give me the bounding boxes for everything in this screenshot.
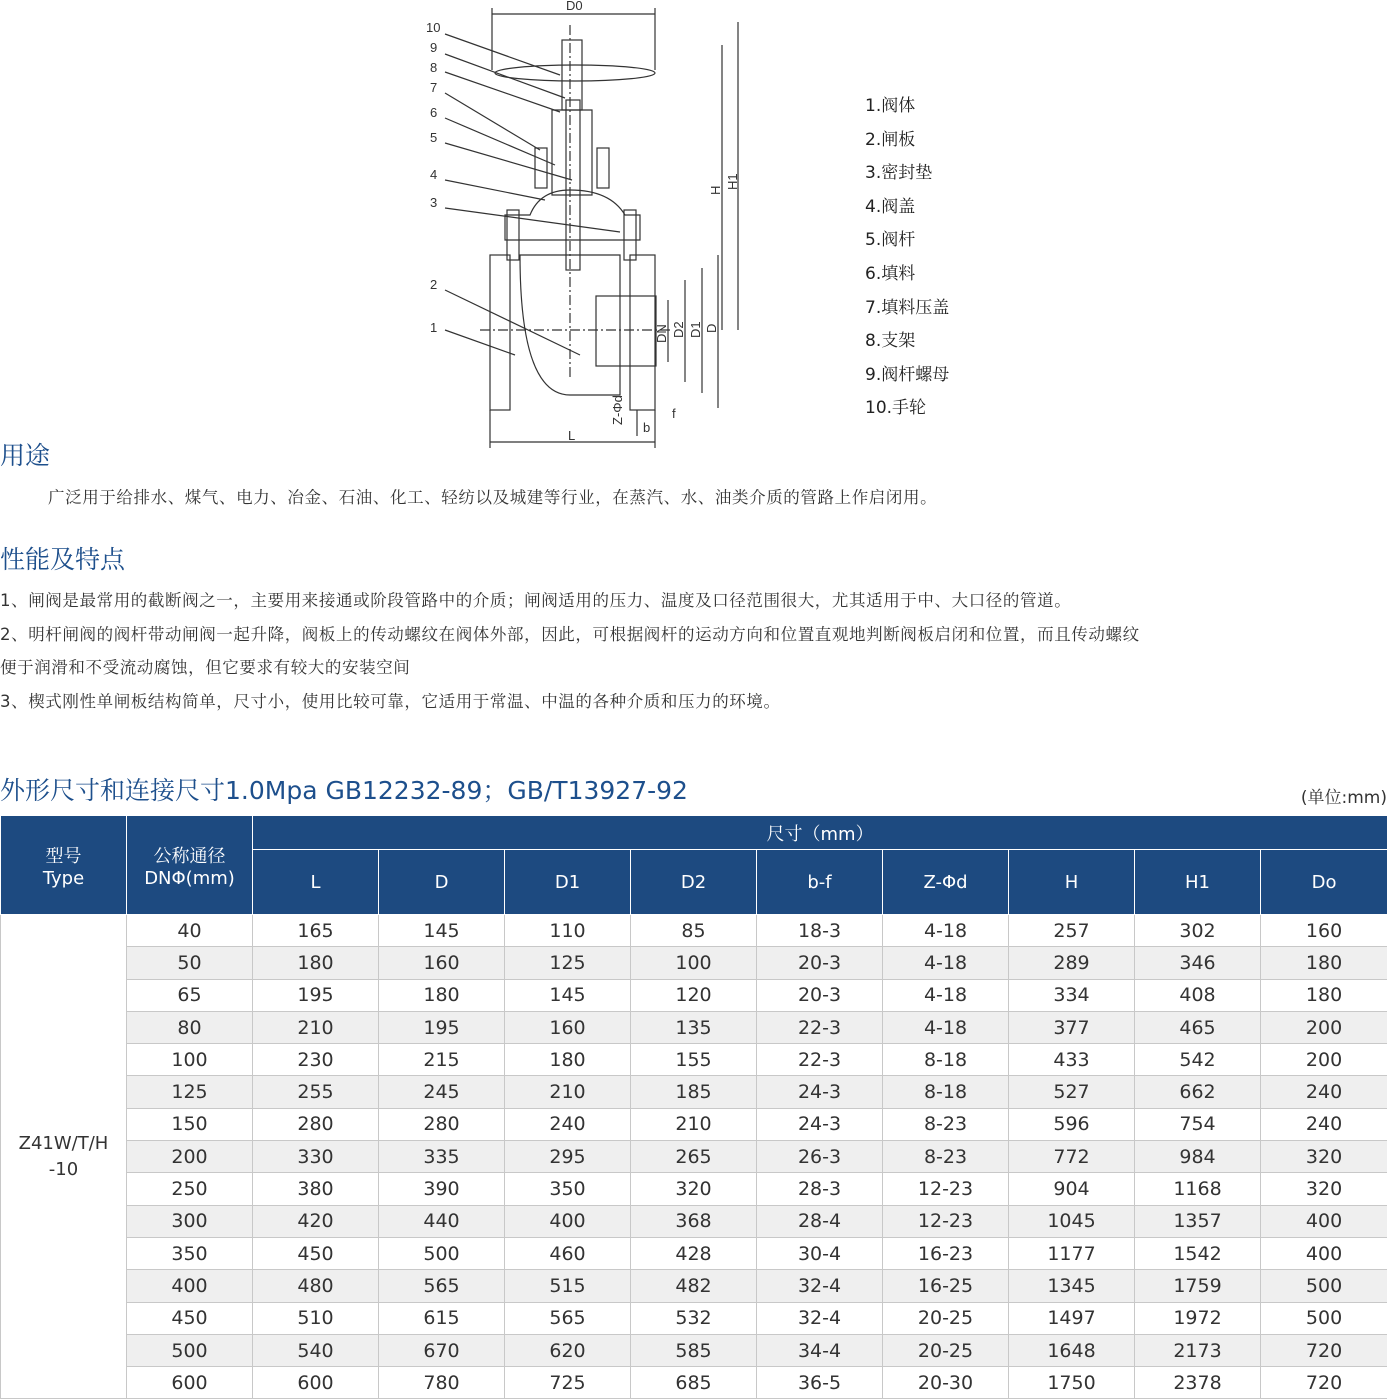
value-cell: 30-4	[757, 1237, 883, 1269]
leader-8	[445, 72, 560, 112]
value-cell: 725	[505, 1367, 631, 1399]
value-cell: 195	[253, 979, 379, 1011]
value-cell: 24-3	[757, 1076, 883, 1108]
value-cell: 120	[631, 979, 757, 1011]
dn-cell: 50	[127, 947, 253, 979]
value-cell: 289	[1009, 947, 1135, 979]
value-cell: 8-23	[883, 1108, 1009, 1140]
value-cell: 185	[631, 1076, 757, 1108]
dn-cell: 65	[127, 979, 253, 1011]
value-cell: 24-3	[757, 1108, 883, 1140]
part-item: 5.阀杆	[865, 226, 949, 260]
value-cell: 160	[505, 1011, 631, 1043]
value-cell: 772	[1009, 1141, 1135, 1173]
label-num-8: 8	[430, 60, 437, 75]
value-cell: 165	[253, 915, 379, 947]
value-cell: 195	[379, 1011, 505, 1043]
value-cell: 330	[253, 1141, 379, 1173]
value-cell: 200	[1261, 1044, 1387, 1076]
value-cell: 16-25	[883, 1270, 1009, 1302]
value-cell: 4-18	[883, 915, 1009, 947]
header-size: 尺寸（mm）	[253, 816, 1387, 850]
dim-label-b: b	[643, 420, 650, 435]
value-cell: 20-3	[757, 979, 883, 1011]
usage-title: 用途	[0, 436, 50, 472]
value-cell: 428	[631, 1237, 757, 1269]
value-cell: 596	[1009, 1108, 1135, 1140]
value-cell: 145	[379, 915, 505, 947]
value-cell: 1759	[1135, 1270, 1261, 1302]
value-cell: 540	[253, 1334, 379, 1366]
value-cell: 670	[379, 1334, 505, 1366]
leader-6	[445, 118, 555, 165]
value-cell: 302	[1135, 915, 1261, 947]
valve-drawing-svg	[420, 0, 740, 452]
leader-7	[445, 93, 540, 150]
value-cell: 255	[253, 1076, 379, 1108]
value-cell: 346	[1135, 947, 1261, 979]
part-item: 8.支架	[865, 327, 949, 361]
handwheel	[495, 65, 655, 81]
table-row	[1, 1237, 1387, 1269]
label-num-9: 9	[430, 40, 437, 55]
column-header: Z-Φd	[883, 850, 1009, 915]
table-row	[1, 1011, 1387, 1043]
table-row	[1, 1334, 1387, 1366]
value-cell: 22-3	[757, 1011, 883, 1043]
table-row	[1, 1141, 1387, 1173]
dn-cell: 40	[127, 915, 253, 947]
bonnet-bolt-right	[624, 210, 636, 260]
table-row	[1, 1108, 1387, 1140]
value-cell: 1972	[1135, 1302, 1261, 1334]
value-cell: 26-3	[757, 1141, 883, 1173]
value-cell: 460	[505, 1237, 631, 1269]
value-cell: 16-23	[883, 1237, 1009, 1269]
leader-3	[445, 208, 620, 232]
value-cell: 542	[1135, 1044, 1261, 1076]
value-cell: 904	[1009, 1173, 1135, 1205]
feature-line-3: 便于润滑和不受流动腐蚀，但它要求有较大的安装空间	[0, 654, 410, 678]
dim-label-d2: D2	[671, 321, 686, 338]
value-cell: 4-18	[883, 1011, 1009, 1043]
part-item: 1.阀体	[865, 92, 949, 126]
value-cell: 480	[253, 1270, 379, 1302]
dn-cell: 600	[127, 1367, 253, 1399]
value-cell: 1045	[1009, 1205, 1135, 1237]
stem	[566, 100, 580, 270]
dn-cell: 450	[127, 1302, 253, 1334]
part-item: 3.密封垫	[865, 159, 949, 193]
value-cell: 1750	[1009, 1367, 1135, 1399]
value-cell: 245	[379, 1076, 505, 1108]
value-cell: 4-18	[883, 979, 1009, 1011]
dim-label-d: D	[704, 324, 719, 333]
value-cell: 135	[631, 1011, 757, 1043]
type-cell: Z41W/T/H -10	[1, 915, 127, 1399]
value-cell: 685	[631, 1367, 757, 1399]
value-cell: 180	[379, 979, 505, 1011]
dim-label-dn: DN	[654, 324, 669, 343]
value-cell: 565	[505, 1302, 631, 1334]
dim-label-zd: Z-Φd	[610, 395, 625, 425]
value-cell: 440	[379, 1205, 505, 1237]
value-cell: 160	[1261, 915, 1387, 947]
dim-label-h1: H1	[725, 173, 740, 190]
value-cell: 32-4	[757, 1270, 883, 1302]
value-cell: 1177	[1009, 1237, 1135, 1269]
value-cell: 20-25	[883, 1334, 1009, 1366]
body-bore	[596, 296, 656, 366]
value-cell: 780	[379, 1367, 505, 1399]
column-header: H	[1009, 850, 1135, 915]
part-item: 7.填料压盖	[865, 294, 949, 328]
column-header: H1	[1135, 850, 1261, 915]
value-cell: 368	[631, 1205, 757, 1237]
features-title: 性能及特点	[0, 540, 125, 576]
header-dn: 公称通径 DNΦ(mm)	[127, 816, 253, 915]
value-cell: 390	[379, 1173, 505, 1205]
feature-line-2: 2、明杆闸阀的阀杆带动闸阀一起升降，阀板上的传动螺纹在阀体外部，因此，可根据阀杆的运动方向和位置直观地判断阀板启闭和位置，而且传动螺纹	[0, 621, 1140, 645]
value-cell: 28-3	[757, 1173, 883, 1205]
value-cell: 125	[505, 947, 631, 979]
right-flange	[630, 255, 655, 410]
label-num-6: 6	[430, 105, 437, 120]
value-cell: 620	[505, 1334, 631, 1366]
value-cell: 500	[1261, 1302, 1387, 1334]
table-unit: (单位:mm)	[1301, 783, 1387, 808]
value-cell: 4-18	[883, 947, 1009, 979]
value-cell: 110	[505, 915, 631, 947]
value-cell: 482	[631, 1270, 757, 1302]
label-num-3: 3	[430, 195, 437, 210]
dim-label-h: H	[708, 186, 723, 195]
valve-drawing	[420, 0, 740, 452]
value-cell: 85	[631, 915, 757, 947]
label-num-1: 1	[430, 320, 437, 335]
leader-4	[445, 180, 545, 200]
header-type: 型号 Type	[1, 816, 127, 915]
table-row	[1, 947, 1387, 979]
dim-label-d1: D1	[688, 321, 703, 338]
value-cell: 240	[1261, 1108, 1387, 1140]
value-cell: 8-23	[883, 1141, 1009, 1173]
value-cell: 28-4	[757, 1205, 883, 1237]
parts-legend	[865, 92, 949, 428]
value-cell: 662	[1135, 1076, 1261, 1108]
dim-label-f: f	[672, 406, 676, 421]
table-row	[1, 1302, 1387, 1334]
value-cell: 585	[631, 1334, 757, 1366]
value-cell: 510	[253, 1302, 379, 1334]
label-num-4: 4	[430, 167, 437, 182]
value-cell: 532	[631, 1302, 757, 1334]
value-cell: 1648	[1009, 1334, 1135, 1366]
value-cell: 240	[505, 1108, 631, 1140]
value-cell: 450	[253, 1237, 379, 1269]
value-cell: 527	[1009, 1076, 1135, 1108]
value-cell: 1345	[1009, 1270, 1135, 1302]
value-cell: 210	[631, 1108, 757, 1140]
value-cell: 1497	[1009, 1302, 1135, 1334]
value-cell: 350	[505, 1173, 631, 1205]
value-cell: 408	[1135, 979, 1261, 1011]
feature-line-4: 3、楔式刚性单闸板结构简单，尺寸小，使用比较可靠，它适用于常温、中温的各种介质和压力的环境。	[0, 688, 781, 712]
value-cell: 20-3	[757, 947, 883, 979]
value-cell: 515	[505, 1270, 631, 1302]
value-cell: 400	[1261, 1237, 1387, 1269]
value-cell: 1168	[1135, 1173, 1261, 1205]
column-header: Do	[1261, 850, 1387, 915]
value-cell: 1357	[1135, 1205, 1261, 1237]
value-cell: 22-3	[757, 1044, 883, 1076]
dimension-table	[0, 815, 1387, 1399]
dn-cell: 125	[127, 1076, 253, 1108]
value-cell: 34-4	[757, 1334, 883, 1366]
value-cell: 155	[631, 1044, 757, 1076]
column-header: D2	[631, 850, 757, 915]
table-row	[1, 1076, 1387, 1108]
value-cell: 720	[1261, 1367, 1387, 1399]
value-cell: 320	[1261, 1173, 1387, 1205]
label-num-5: 5	[430, 130, 437, 145]
dn-cell: 500	[127, 1334, 253, 1366]
value-cell: 335	[379, 1141, 505, 1173]
dn-cell: 150	[127, 1108, 253, 1140]
dim-label-l: L	[568, 428, 575, 443]
dn-cell: 350	[127, 1237, 253, 1269]
value-cell: 210	[505, 1076, 631, 1108]
value-cell: 20-30	[883, 1367, 1009, 1399]
table-row	[1, 1270, 1387, 1302]
part-item: 6.填料	[865, 260, 949, 294]
column-header: L	[253, 850, 379, 915]
value-cell: 295	[505, 1141, 631, 1173]
value-cell: 12-23	[883, 1205, 1009, 1237]
label-num-10: 10	[426, 20, 440, 35]
table-title: 外形尺寸和连接尺寸1.0Mpa GB12232-89；GB/T13927-92	[0, 771, 688, 807]
dim-label-d0: D0	[566, 0, 583, 13]
value-cell: 8-18	[883, 1044, 1009, 1076]
value-cell: 215	[379, 1044, 505, 1076]
value-cell: 380	[253, 1173, 379, 1205]
table-row	[1, 1367, 1387, 1399]
value-cell: 180	[253, 947, 379, 979]
value-cell: 210	[253, 1011, 379, 1043]
value-cell: 180	[1261, 947, 1387, 979]
value-cell: 2173	[1135, 1334, 1261, 1366]
table-row	[1, 915, 1387, 947]
leader-9	[445, 54, 565, 98]
value-cell: 100	[631, 947, 757, 979]
column-header: D	[379, 850, 505, 915]
value-cell: 180	[505, 1044, 631, 1076]
table-body	[1, 915, 1387, 1399]
value-cell: 200	[1261, 1011, 1387, 1043]
value-cell: 720	[1261, 1334, 1387, 1366]
yoke	[552, 110, 592, 195]
value-cell: 280	[379, 1108, 505, 1140]
value-cell: 400	[1261, 1205, 1387, 1237]
value-cell: 36-5	[757, 1367, 883, 1399]
dn-cell: 300	[127, 1205, 253, 1237]
value-cell: 377	[1009, 1011, 1135, 1043]
value-cell: 280	[253, 1108, 379, 1140]
dn-cell: 80	[127, 1011, 253, 1043]
column-header: b-f	[757, 850, 883, 915]
part-item: 4.阀盖	[865, 193, 949, 227]
value-cell: 8-18	[883, 1076, 1009, 1108]
value-cell: 320	[1261, 1141, 1387, 1173]
value-cell: 160	[379, 947, 505, 979]
part-item: 10.手轮	[865, 394, 949, 428]
label-num-2: 2	[430, 277, 437, 292]
value-cell: 500	[379, 1237, 505, 1269]
value-cell: 145	[505, 979, 631, 1011]
value-cell: 565	[379, 1270, 505, 1302]
gland-bolt-left	[535, 148, 547, 188]
value-cell: 433	[1009, 1044, 1135, 1076]
value-cell: 32-4	[757, 1302, 883, 1334]
value-cell: 240	[1261, 1076, 1387, 1108]
table-row	[1, 1173, 1387, 1205]
leader-1	[445, 330, 515, 355]
value-cell: 400	[505, 1205, 631, 1237]
value-cell: 600	[253, 1367, 379, 1399]
left-flange	[490, 255, 510, 410]
value-cell: 1542	[1135, 1237, 1261, 1269]
value-cell: 334	[1009, 979, 1135, 1011]
value-cell: 754	[1135, 1108, 1261, 1140]
value-cell: 615	[379, 1302, 505, 1334]
value-cell: 12-23	[883, 1173, 1009, 1205]
value-cell: 465	[1135, 1011, 1261, 1043]
label-num-7: 7	[430, 80, 437, 95]
dn-cell: 200	[127, 1141, 253, 1173]
part-item: 2.闸板	[865, 126, 949, 160]
value-cell: 257	[1009, 915, 1135, 947]
part-item: 9.阀杆螺母	[865, 361, 949, 395]
dn-cell: 100	[127, 1044, 253, 1076]
value-cell: 265	[631, 1141, 757, 1173]
gland-bolt-right	[597, 148, 609, 188]
value-cell: 984	[1135, 1141, 1261, 1173]
table-row	[1, 1044, 1387, 1076]
feature-line-1: 1、闸阀是最常用的截断阀之一，主要用来接通或阶段管路中的介质；闸阀适用的压力、温度及口径范围很大，尤其适用于中、大口径的管道。	[0, 587, 1071, 611]
value-cell: 18-3	[757, 915, 883, 947]
table-row	[1, 979, 1387, 1011]
dn-cell: 250	[127, 1173, 253, 1205]
value-cell: 20-25	[883, 1302, 1009, 1334]
value-cell: 230	[253, 1044, 379, 1076]
table-row	[1, 1205, 1387, 1237]
leader-10	[445, 34, 560, 75]
column-header: D1	[505, 850, 631, 915]
value-cell: 420	[253, 1205, 379, 1237]
dn-cell: 400	[127, 1270, 253, 1302]
usage-text: 广泛用于给排水、煤气、电力、冶金、石油、化工、轻纺以及城建等行业，在蒸汽、水、油类介质的管路上作启闭用。	[48, 484, 937, 508]
value-cell: 2378	[1135, 1367, 1261, 1399]
value-cell: 180	[1261, 979, 1387, 1011]
leader-2	[445, 290, 580, 355]
value-cell: 500	[1261, 1270, 1387, 1302]
value-cell: 320	[631, 1173, 757, 1205]
leader-5	[445, 143, 572, 180]
